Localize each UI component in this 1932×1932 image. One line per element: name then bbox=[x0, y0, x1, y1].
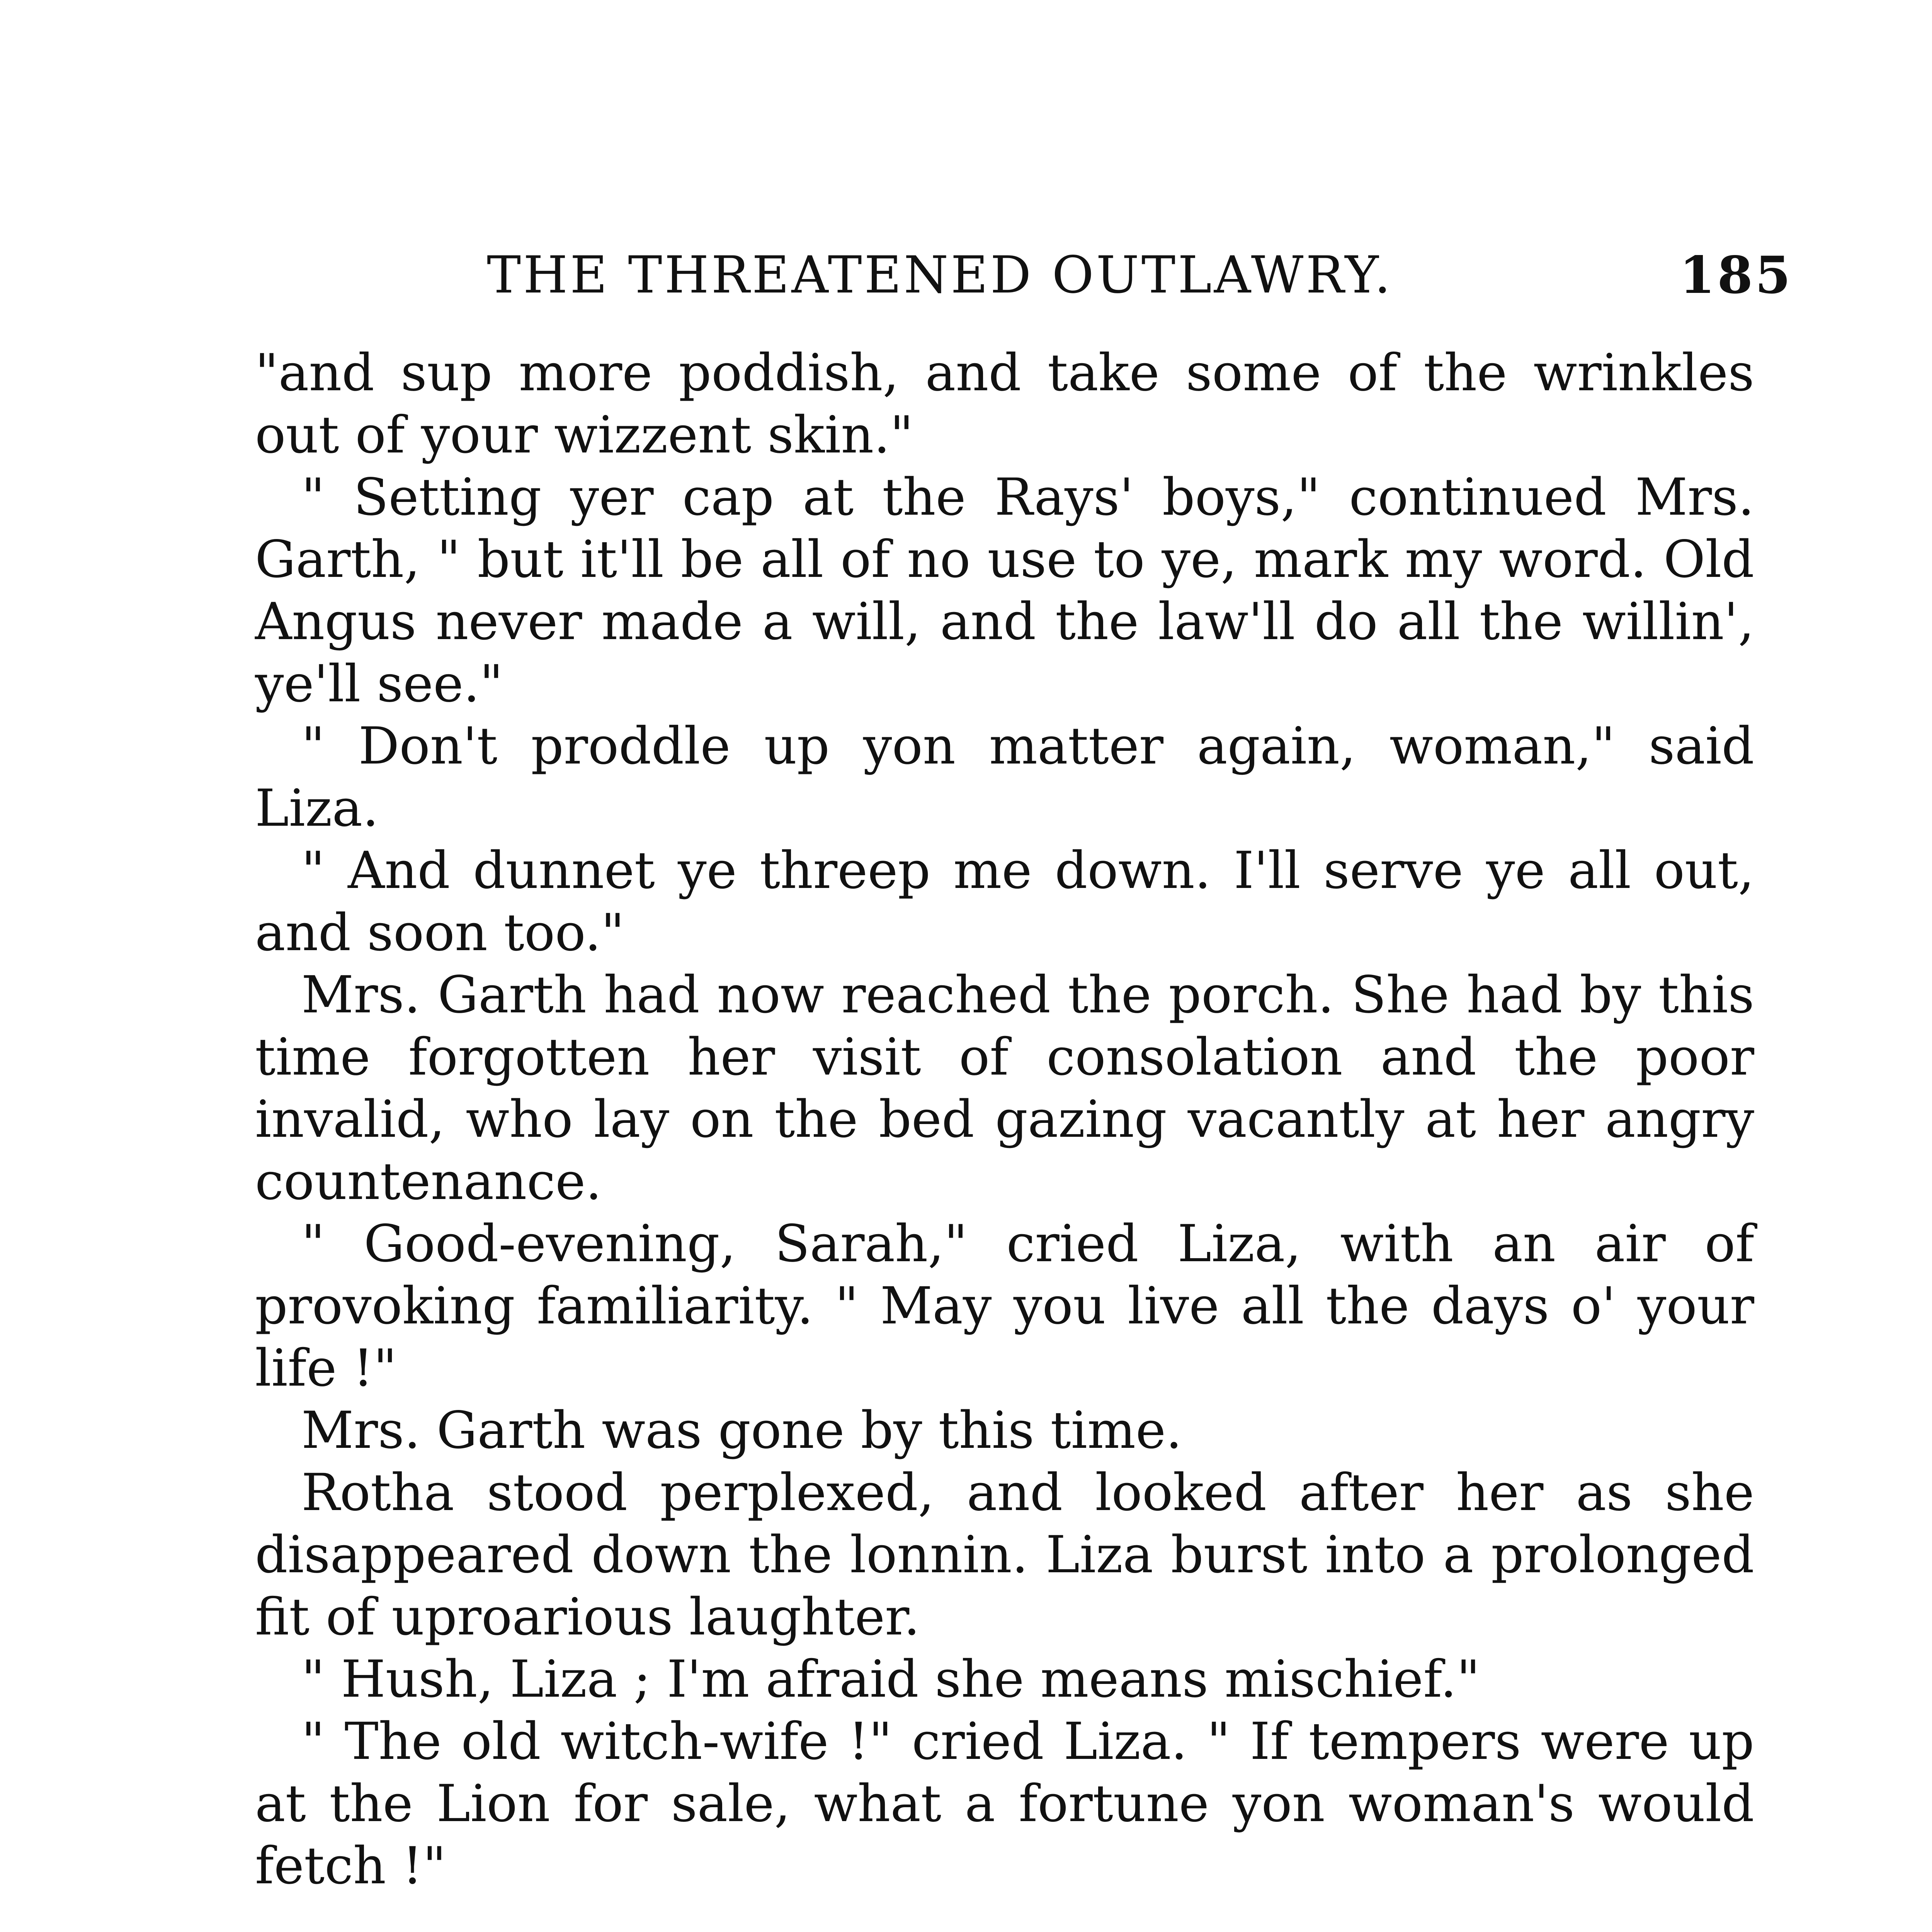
paragraph: Rotha stood perplexed, and looked after her as she disappeared down the lonnin. Liza burst into a prolonged fit of uproarious laughter. bbox=[255, 1463, 1754, 1647]
paragraph: " The old witch-wife !" cried Liza. " If tempers were up at the Lion for sale, what a fortune yon woman's would fetch !" bbox=[255, 1712, 1754, 1896]
running-title: THE THREATENED OUTLAWRY. bbox=[487, 245, 1393, 305]
paragraph: Mrs. Garth had now reached the porch. She had by this time forgotten her visit of consolation and the poor invalid, who lay on the bed gazing vacantly at her angry countenance. bbox=[255, 965, 1754, 1211]
page-number: 185 bbox=[1679, 245, 1793, 305]
text-block-top bbox=[255, 342, 1754, 1897]
paragraph: " Good-evening, Sarah," cried Liza, with an air of provoking familiarity. " May you live all the days o' your life !" bbox=[255, 1214, 1754, 1398]
paragraph: " Hush, Liza ; I'm afraid she means mischief." bbox=[301, 1650, 1480, 1709]
paragraph: Mrs. Garth was gone by this time. bbox=[301, 1401, 1182, 1460]
running-head bbox=[487, 245, 1793, 307]
paragraph: " Setting yer cap at the Rays' boys," continued Mrs. Garth, " but it'll be all of no use to ye, mark my word. Old Angus never made a will, and the law'll do all the willin', ye'll see." bbox=[255, 468, 1754, 714]
paragraph: " And dunnet ye threep me down. I'll serve ye all out, and soon too." bbox=[255, 841, 1754, 963]
paragraph: " Don't proddle up yon matter again, woman," said Liza. bbox=[255, 716, 1754, 838]
paragraph: "and sup more poddish, and take some of the wrinkles out of your wizzent skin." bbox=[255, 343, 1754, 465]
